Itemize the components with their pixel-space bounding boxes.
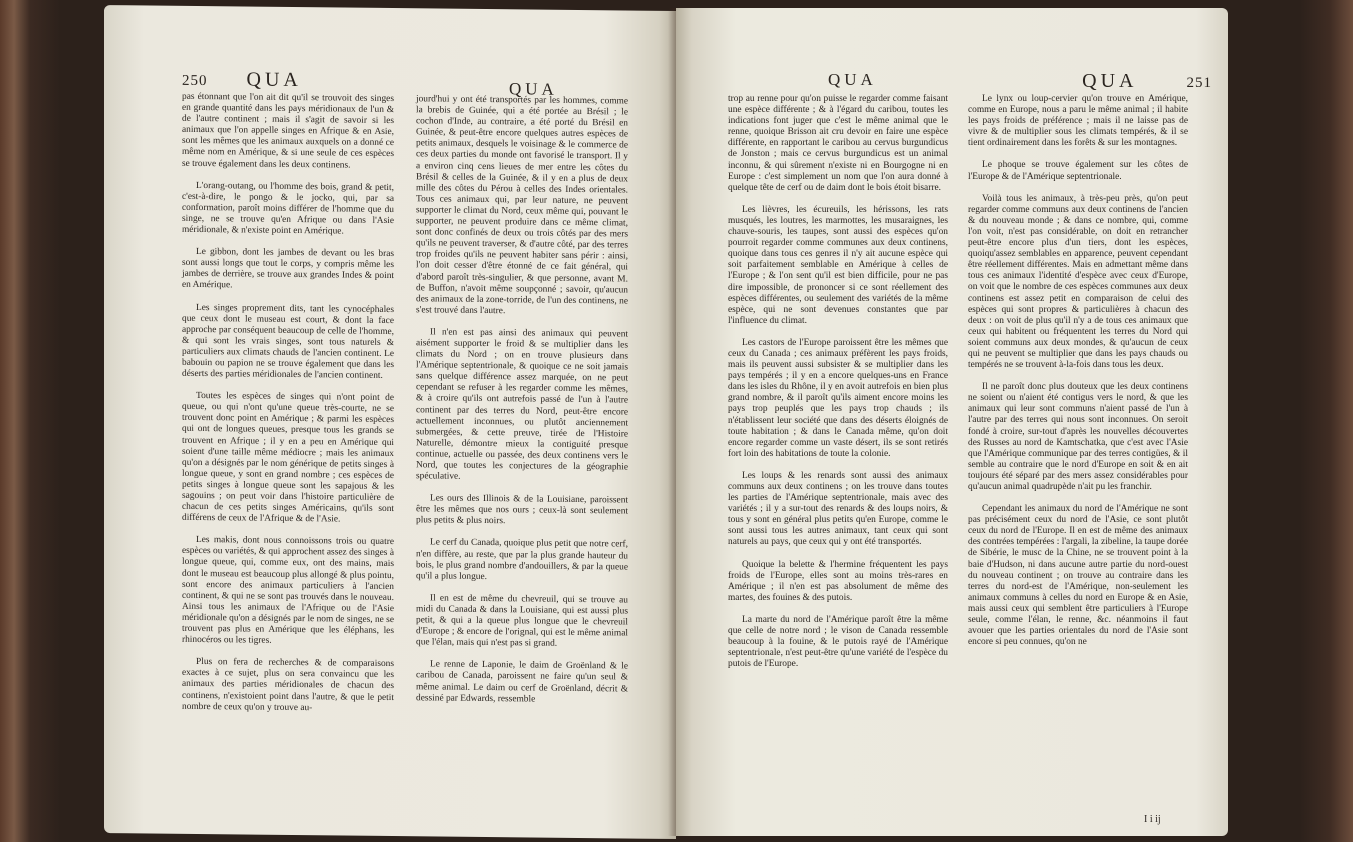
right-page-column-2: [968, 94, 1188, 659]
paragraph: L'orang-outang, ou l'homme des bois, grand & petit, c'est-à-dire, le pongo & le jocko, qui, par sa conformation, paroît moins différer de l'homme que du singe, ne se trouve qu'en Afrique ou dans l'Asie méridionale, & n'existe point en Amérique.: [182, 180, 394, 237]
right-page: [676, 8, 1228, 836]
paragraph: Le lynx ou loup-cervier qu'on trouve en Amérique, comme en Europe, nous a paru le même animal ; il habite les pays froids de préférence ; mais il ne laisse pas de vivre & de multiplier sous les climats tempérés, & il se tient ordinairement dans les forêts & sur les montagnes.: [968, 94, 1188, 149]
right-page-column-1: [728, 94, 948, 681]
paragraph: Quoique la belette & l'hermine fréquentent les pays froids de l'Europe, elles sont au moins très-rares en Amérique ; il n'en est pas absolument de même des martes, des fouines & des putois.: [728, 559, 948, 603]
paragraph: Les singes proprement dits, tant les cynocéphales que ceux dont le museau est court, & dont la face approche par conséquent beaucoup de celle de l'homme, & qui sont les vrais singes, sont tous naturels & particuliers aux climats chauds de l'ancien continent. Le babouin ou papion ne se trouve également que dans les déserts des parties méridionales de l'ancien continent.: [182, 302, 394, 381]
left-running-head: QUA: [246, 68, 302, 92]
paragraph: jourd'hui y ont été transportés par les hommes, comme la brebis de Guinée, qui a été portée au Brésil ; le cochon d'Inde, au contraire, a été porté du Brésil en Guinée, & peut-être encore quelques autres espèces de petits animaux, desquels le voisinage & le commerce de ces deux parties du monde ont favorisé le transport. Il y a environ cinq cens lieues de mer entre les côtes du Brésil & celles de la Guinée, & il y en a plus de deux mille des côtes du Pérou à celles des Indes orientales. Tous ces animaux qui, par leur nature, ne peuvent supporter le climat du Nord, ceux même qui, pouvant le supporter, ne peuvent produire dans ce même climat, sont donc confinés de deux ou trois côtés par des mers qu'ils ne peuvent traverser, & d'autre côté, par des terres trop froides qu'ils ne peuvent habiter sans périr : ainsi, l'on doit cesser d'être étonné de ce fait général, qui d'abord paroît très-singulier, & que personne, avant M. de Buffon, n'avoit même soupçonné ; savoir, qu'aucun des animaux de la zone-torride, de l'un des continens, ne s'est trouvé dans l'autre.: [416, 94, 628, 316]
paragraph: Les makis, dont nous connoissons trois ou quatre espèces ou variétés, & qui approchent assez des singes à longue queue, qui, comme eux, ont des mains, mais dont le museau est beaucoup plus allongé & plus pointu, sont encore des animaux particuliers à l'ancien continent, & qui ne se sont pas trouvés dans le nouveau. Ainsi tous les animaux de l'Afrique ou de l'Asie méridionale qu'on a désignés par le nom de singes, ne se trouvent pas plus en Amérique que les éléphans, les rhinocéros ou les tigres.: [182, 535, 394, 646]
left-page-number: 250: [182, 72, 208, 90]
left-page-column-2: [416, 94, 628, 717]
right-page-column-1-head: QUA: [828, 70, 877, 89]
paragraph: Il n'en est pas ainsi des animaux qui peuvent aisément supporter le froid & se multiplier dans les climats du Nord ; on en trouve plusieurs dans l'Amérique septentrionale, & quoique ce ne soit jamais sans quelque différence assez marquée, on ne peut cependant se refuser à les regarder comme les mêmes, & à croire qu'ils ont autrefois passé de l'un à l'autre continent par des terres du Nord, peut-être encore actuellement inconnues, ou plutôt anciennement submergées, & cette preuve, tirée de l'Histoire Naturelle, démontre mieux la contiguité presque continue, actuelle ou passée, des deux continens vers le Nord, que toutes les conjectures de la géographie spéculative.: [416, 327, 628, 482]
paragraph: Le renne de Laponie, le daim de Groënland & le caribou de Canada, paroissent ne faire qu'un seul & même animal. Le daim ou cerf de Groënland, décrit & dessiné par Edwards, ressemble: [416, 659, 628, 705]
paragraph: Les ours des Illinois & de la Louisiane, paroissent être les mêmes que nos ours ; ceux-là sont seulement plus petits & plus noirs.: [416, 493, 628, 527]
left-page-column-2-head: QUA: [509, 79, 558, 99]
left-page-column-1: [182, 92, 394, 726]
paragraph: pas étonnant que l'on ait dit qu'il se trouvoit des singes en grande quantité dans les pays méridionaux de l'un & de l'autre continent ; mais il s'agit de savoir si les animaux que l'on appelle singes en Afrique & en Asie, sont les mêmes que les animaux auxquels on a donné ce même nom en Amérique, & si une seule de ces espèces se trouve également dans les deux continens.: [182, 91, 394, 171]
signature-mark: I i ij: [1144, 814, 1161, 825]
paragraph: Cependant les animaux du nord de l'Amérique ne sont pas précisément ceux du nord de l'Asie, ce sont plutôt ceux du nord de l'Europe. Il en est de même des animaux des contrées tempérées : l'argali, la zibeline, la taupe dorée de Sibérie, le musc de la Chine, ne se trouvent point à la baie d'Hudson, ni dans aucune autre partie du nord-ouest du nouveau continent ; on trouve au contraire dans les terres du nord-est de l'Amérique, non-seulement les animaux communs à celles du nord en Europe & en Asie, mais aussi ceux qui semblent être particuliers à l'Europe seule, comme l'élan, le renne, &c. néanmoins il faut avouer que les parties orientales du nord de l'Asie sont encore si peu connues, qu'on ne: [968, 504, 1188, 648]
paragraph: Le gibbon, dont les jambes de devant ou les bras sont aussi longs que tout le corps, y compris même les jambes de derrière, se trouve aux grandes Indes & point en Amérique.: [182, 247, 394, 291]
paragraph: Le cerf du Canada, quoique plus petit que notre cerf, n'en diffère, au reste, que par la plus grande hauteur du bois, le plus grand nombre d'andouillers, & par la queue qu'il a plus longue.: [416, 537, 628, 582]
right-running-head: QUA: [1082, 70, 1138, 92]
paragraph: Toutes les espèces de singes qui n'ont point de queue, ou qui n'ont qu'une queue très-courte, ne se trouvent donc point en Amérique ; & parmi les espèces qui ont de longues queues, presque tous les grands se trouvent en Afrique ; il y en a peu en Amérique qui soient d'une taille même médiocre ; mais les animaux qu'on a désignés par le nom générique de petits singes à longue queue, y sont en grand nombre ; ces espèces de petits singes à longue queue sont les sapajous & les sagouins ; on peut voir dans l'histoire particulière de chacun de ces petits singes Américains, qu'ils sont différens de ceux de l'Afrique & de l'Asie.: [182, 391, 394, 525]
paragraph: Il ne paroît donc plus douteux que les deux continens ne soient ou n'aient été contigus vers le nord, & que les animaux qui leur sont communs n'aient passé de l'un à l'autre par des terres qui nous sont inconnues. On seroit fondé à croire, sur-tout d'après les nouvelles découvertes des Russes au nord de Kamtschatka, que c'est avec l'Asie que l'Amérique communique par des terres contigües, & il semble au contraire que le nord d'Europe en soit & en ait toujours été séparé par des mers assez considérables pour qu'aucun animal quadrupède n'ait pu les franchir.: [968, 382, 1188, 492]
paragraph: La marte du nord de l'Amérique paroît être la même que celle de notre nord ; le vison de Canada ressemble beaucoup à la fouine, & le putois rayé de l'Amérique septentrionale, n'est peut-être qu'une variété de l'espèce du putois de l'Europe.: [728, 614, 948, 670]
paragraph: Plus on fera de recherches & de comparaisons exactes à ce sujet, plus on sera convaincu que les animaux des parties méridionales de chacun des continens, n'existoient point dans l'autre, & que le petit nombre de ceux qu'on y trouve au-: [182, 657, 394, 713]
paragraph: Il en est de même du chevreuil, qui se trouve au midi du Canada & dans la Louisiane, qui est aussi plus petit, & qui a la queue plus longue que le chevreuil d'Europe ; & encore de l'orignal, qui est le même animal que l'élan, mais qui n'est pas si grand.: [416, 593, 628, 649]
paragraph: trop au renne pour qu'on puisse le regarder comme faisant une espèce différente ; & à l'égard du caribou, toutes les indications font juger que c'est le même animal que le renne, quoique Brisson ait cru devoir en faire une espèce différente, en rapportant le caribou au cervus burgundicus de Jonston ; mais ce cervus burgundicus est un animal inconnu, & qui sûrement n'existe ni en Bourgogne ni en Europe : c'est simplement un nom que l'on aura donné à quelque tête de cerf ou de daim dont le bois étoit bisarre.: [728, 94, 948, 193]
paragraph: Voilà tous les animaux, à très-peu près, qu'on peut regarder comme communs aux deux continens de l'ancien & du nouveau monde ; & dans ce nombre, qui, comme l'on voit, n'est pas considérable, on doit en retrancher peut-être encore plus d'un tiers, dont les espèces, quoiqu'assez semblables en apparence, peuvent cependant être réellement différentes. Mais en admettant même dans tous ces animaux l'identité d'espèce avec ceux d'Europe, on voit que le nombre de ces espèces communes aux deux continens est assez petit en comparaison de celui des espèces qui sont propres & particulières à chacun des deux : on voit de plus qu'il n'y a de tous ces animaux que ceux qui habitent ou fréquentent les terres du Nord qui soient communs aux deux mondes, & qu'aucun de ceux qui ne peuvent se multiplier que dans les pays chauds ou tempérés ne se trouvent à-la-fois dans tous les deux.: [968, 193, 1188, 371]
left-page: [104, 5, 676, 839]
right-page-number: 251: [1186, 75, 1212, 91]
paragraph: Le phoque se trouve également sur les côtes de l'Europe & de l'Amérique septentrionale.: [968, 160, 1188, 182]
paragraph: Les loups & les renards sont aussi des animaux communs aux deux continens ; on les trouve dans toutes les parties de l'Amérique septentrionale, mais avec des variétés ; il y a sur-tout des renards & des loups noirs, & tous y sont en général plus petits qu'en Europe, comme le sont aussi tous les autres animaux, tant ceux qui sont naturels au pays, que ceux qui y ont été transportés.: [728, 470, 948, 548]
paragraph: Les castors de l'Europe paroissent être les mêmes que ceux du Canada ; ces animaux préfèrent les pays froids, mais ils peuvent aussi subsister & se multiplier dans les pays tempérés ; il y en a encore quelques-uns en France dans les isles du Rhône, il y en avoit autrefois en bien plus grand nombre, & il paroît qu'ils aiment encore moins les pays trop peuplés que les pays trop chauds ; ils n'établissent leur société que dans des déserts éloignés de toute habitation ; & dans le Canada même, qu'on doit encore regarder comme un vaste désert, ils se sont retirés fort loin des habitations de toute la colonie.: [728, 337, 948, 459]
paragraph: Les lièvres, les écureuils, les hérissons, les rats musqués, les loutres, les marmottes, les musaraignes, les chauve-souris, les taupes, sont aussi des espèces qu'on pourroit regarder comme communes aux deux continens, quoique dans tous ces genres il n'y ait aucune espèce qui soit parfaitement semblable en Amérique à celles de l'Europe ; & l'on sent qu'il est bien difficile, pour ne pas dire impossible, de prononcer si ce sont réellement des espèces différentes, ou seulement des variétés de la même espèce, qui ne sont devenues constantes que par l'influence du climat.: [728, 204, 948, 326]
